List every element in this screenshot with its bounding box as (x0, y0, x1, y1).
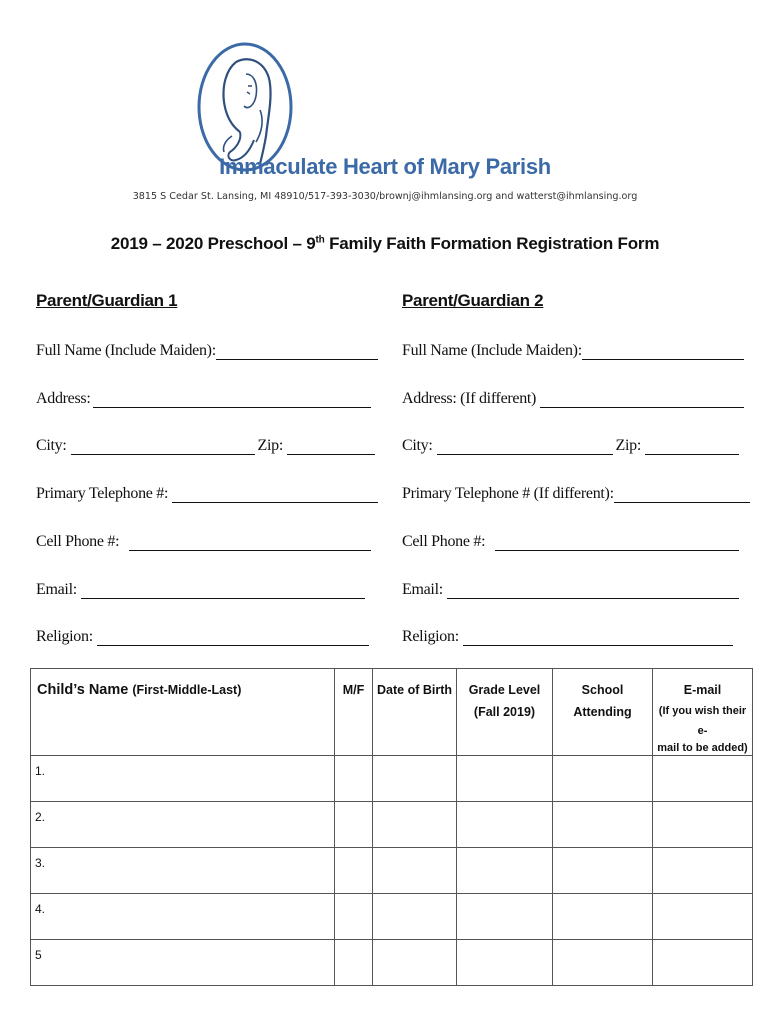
g1-religion-label: Religion: (36, 628, 93, 645)
g1-religion-input[interactable] (97, 629, 369, 646)
g2-zip-input[interactable] (645, 438, 739, 455)
form-title (0, 234, 770, 254)
g2-religion-field (402, 628, 733, 646)
mf-cell[interactable] (335, 848, 373, 894)
school-cell[interactable] (553, 848, 653, 894)
g1-telephone-label: Primary Telephone #: (36, 485, 169, 502)
dob-cell[interactable] (373, 940, 457, 986)
grade-cell[interactable] (457, 894, 553, 940)
col-email (653, 669, 753, 756)
col-email-sub1: (If you wish their e- (658, 705, 747, 737)
g2-religion-input[interactable] (463, 629, 733, 646)
g2-address-input[interactable] (540, 391, 744, 408)
g1-telephone-input[interactable] (172, 486, 378, 503)
row-number[interactable]: 4. (31, 894, 335, 940)
g1-zip-input[interactable] (287, 438, 375, 455)
row-number[interactable]: 3. (31, 848, 335, 894)
row-number[interactable]: 2. (31, 802, 335, 848)
school-cell[interactable] (553, 756, 653, 802)
g1-city-field (36, 437, 375, 455)
g2-full-name-input[interactable] (582, 343, 744, 360)
col-school-label: School (581, 683, 624, 697)
g1-zip-label: Zip: (257, 437, 283, 454)
g1-address-label: Address: (36, 390, 91, 407)
dob-cell[interactable] (373, 848, 457, 894)
dob-cell[interactable] (373, 802, 457, 848)
col-child-name-sub: (First-Middle-Last) (132, 683, 242, 697)
guardian2-heading: Parent/Guardian 2 (402, 291, 544, 310)
g1-address-field (36, 390, 371, 408)
grade-cell[interactable] (457, 940, 553, 986)
children-table (30, 668, 753, 986)
table-row (31, 894, 753, 940)
table-row (31, 756, 753, 802)
g1-cell-input[interactable] (129, 534, 371, 551)
g2-address-field (402, 390, 744, 408)
g1-email-field (36, 581, 365, 599)
contact-line: 3815 S Cedar St. Lansing, MI 48910/517-393-3030/brownj@ihmlansing.org and watterst@ihmlansing.org (132, 191, 638, 202)
g1-full-name-field (36, 342, 378, 360)
table-row (31, 848, 753, 894)
g1-city-input[interactable] (71, 438, 255, 455)
g2-city-field (402, 437, 739, 455)
row-number[interactable]: 1. (31, 756, 335, 802)
row-number[interactable]: 5 (31, 940, 335, 986)
mf-cell[interactable] (335, 894, 373, 940)
g1-cell-field (36, 533, 371, 551)
g2-zip-label: Zip: (615, 437, 641, 454)
g2-telephone-field (402, 485, 750, 503)
form-title-superscript: th (315, 234, 325, 246)
dob-cell[interactable] (373, 756, 457, 802)
col-grade-sub: (Fall 2019) (473, 705, 536, 719)
email-cell[interactable] (653, 848, 753, 894)
col-school-sub: Attending (573, 705, 632, 719)
table-header-row (31, 669, 753, 756)
g2-email-input[interactable] (447, 582, 739, 599)
email-cell[interactable] (653, 894, 753, 940)
col-grade-label: Grade Level (468, 683, 541, 697)
form-title-prefix: 2019 – 2020 Preschool – 9 (110, 234, 316, 253)
g1-email-input[interactable] (81, 582, 365, 599)
g1-cell-label: Cell Phone #: (36, 533, 120, 550)
col-email-sub2: mail to be added) (657, 742, 748, 754)
g2-full-name-field (402, 342, 744, 360)
email-cell[interactable] (653, 756, 753, 802)
col-school (553, 669, 653, 756)
g2-full-name-label: Full Name (Include Maiden): (402, 342, 582, 359)
col-child-name-label: Child’s Name (37, 682, 129, 698)
grade-cell[interactable] (457, 756, 553, 802)
g2-city-label: City: (402, 437, 433, 454)
g1-address-input[interactable] (93, 391, 371, 408)
table-row (31, 940, 753, 986)
mf-cell[interactable] (335, 940, 373, 986)
g2-cell-label: Cell Phone #: (402, 533, 486, 550)
g2-telephone-input[interactable] (614, 486, 750, 503)
col-email-label: E-mail (683, 683, 722, 697)
mf-cell[interactable] (335, 802, 373, 848)
g2-email-label: Email: (402, 581, 443, 598)
g2-cell-input[interactable] (495, 534, 739, 551)
form-title-suffix: Family Faith Formation Registration Form (324, 234, 660, 253)
g1-religion-field (36, 628, 369, 646)
col-grade (457, 669, 553, 756)
col-dob: Date of Birth (373, 669, 457, 756)
g2-cell-field (402, 533, 739, 551)
dob-cell[interactable] (373, 894, 457, 940)
school-cell[interactable] (553, 802, 653, 848)
g2-email-field (402, 581, 739, 599)
g1-telephone-field (36, 485, 378, 503)
g2-address-label: Address: (If different) (402, 390, 537, 407)
email-cell[interactable] (653, 802, 753, 848)
col-mf: M/F (335, 669, 373, 756)
g1-full-name-label: Full Name (Include Maiden): (36, 342, 216, 359)
g2-religion-label: Religion: (402, 628, 459, 645)
g2-city-input[interactable] (437, 438, 613, 455)
g1-city-label: City: (36, 437, 67, 454)
table-row (31, 802, 753, 848)
school-cell[interactable] (553, 940, 653, 986)
grade-cell[interactable] (457, 802, 553, 848)
grade-cell[interactable] (457, 848, 553, 894)
mf-cell[interactable] (335, 756, 373, 802)
g1-email-label: Email: (36, 581, 77, 598)
parish-name: Immaculate Heart of Mary Parish (219, 154, 551, 179)
email-cell[interactable] (653, 940, 753, 986)
g1-full-name-input[interactable] (216, 343, 378, 360)
guardian1-heading: Parent/Guardian 1 (36, 291, 178, 310)
col-child-name (31, 669, 335, 756)
school-cell[interactable] (553, 894, 653, 940)
g2-telephone-label: Primary Telephone # (If different): (402, 485, 614, 502)
